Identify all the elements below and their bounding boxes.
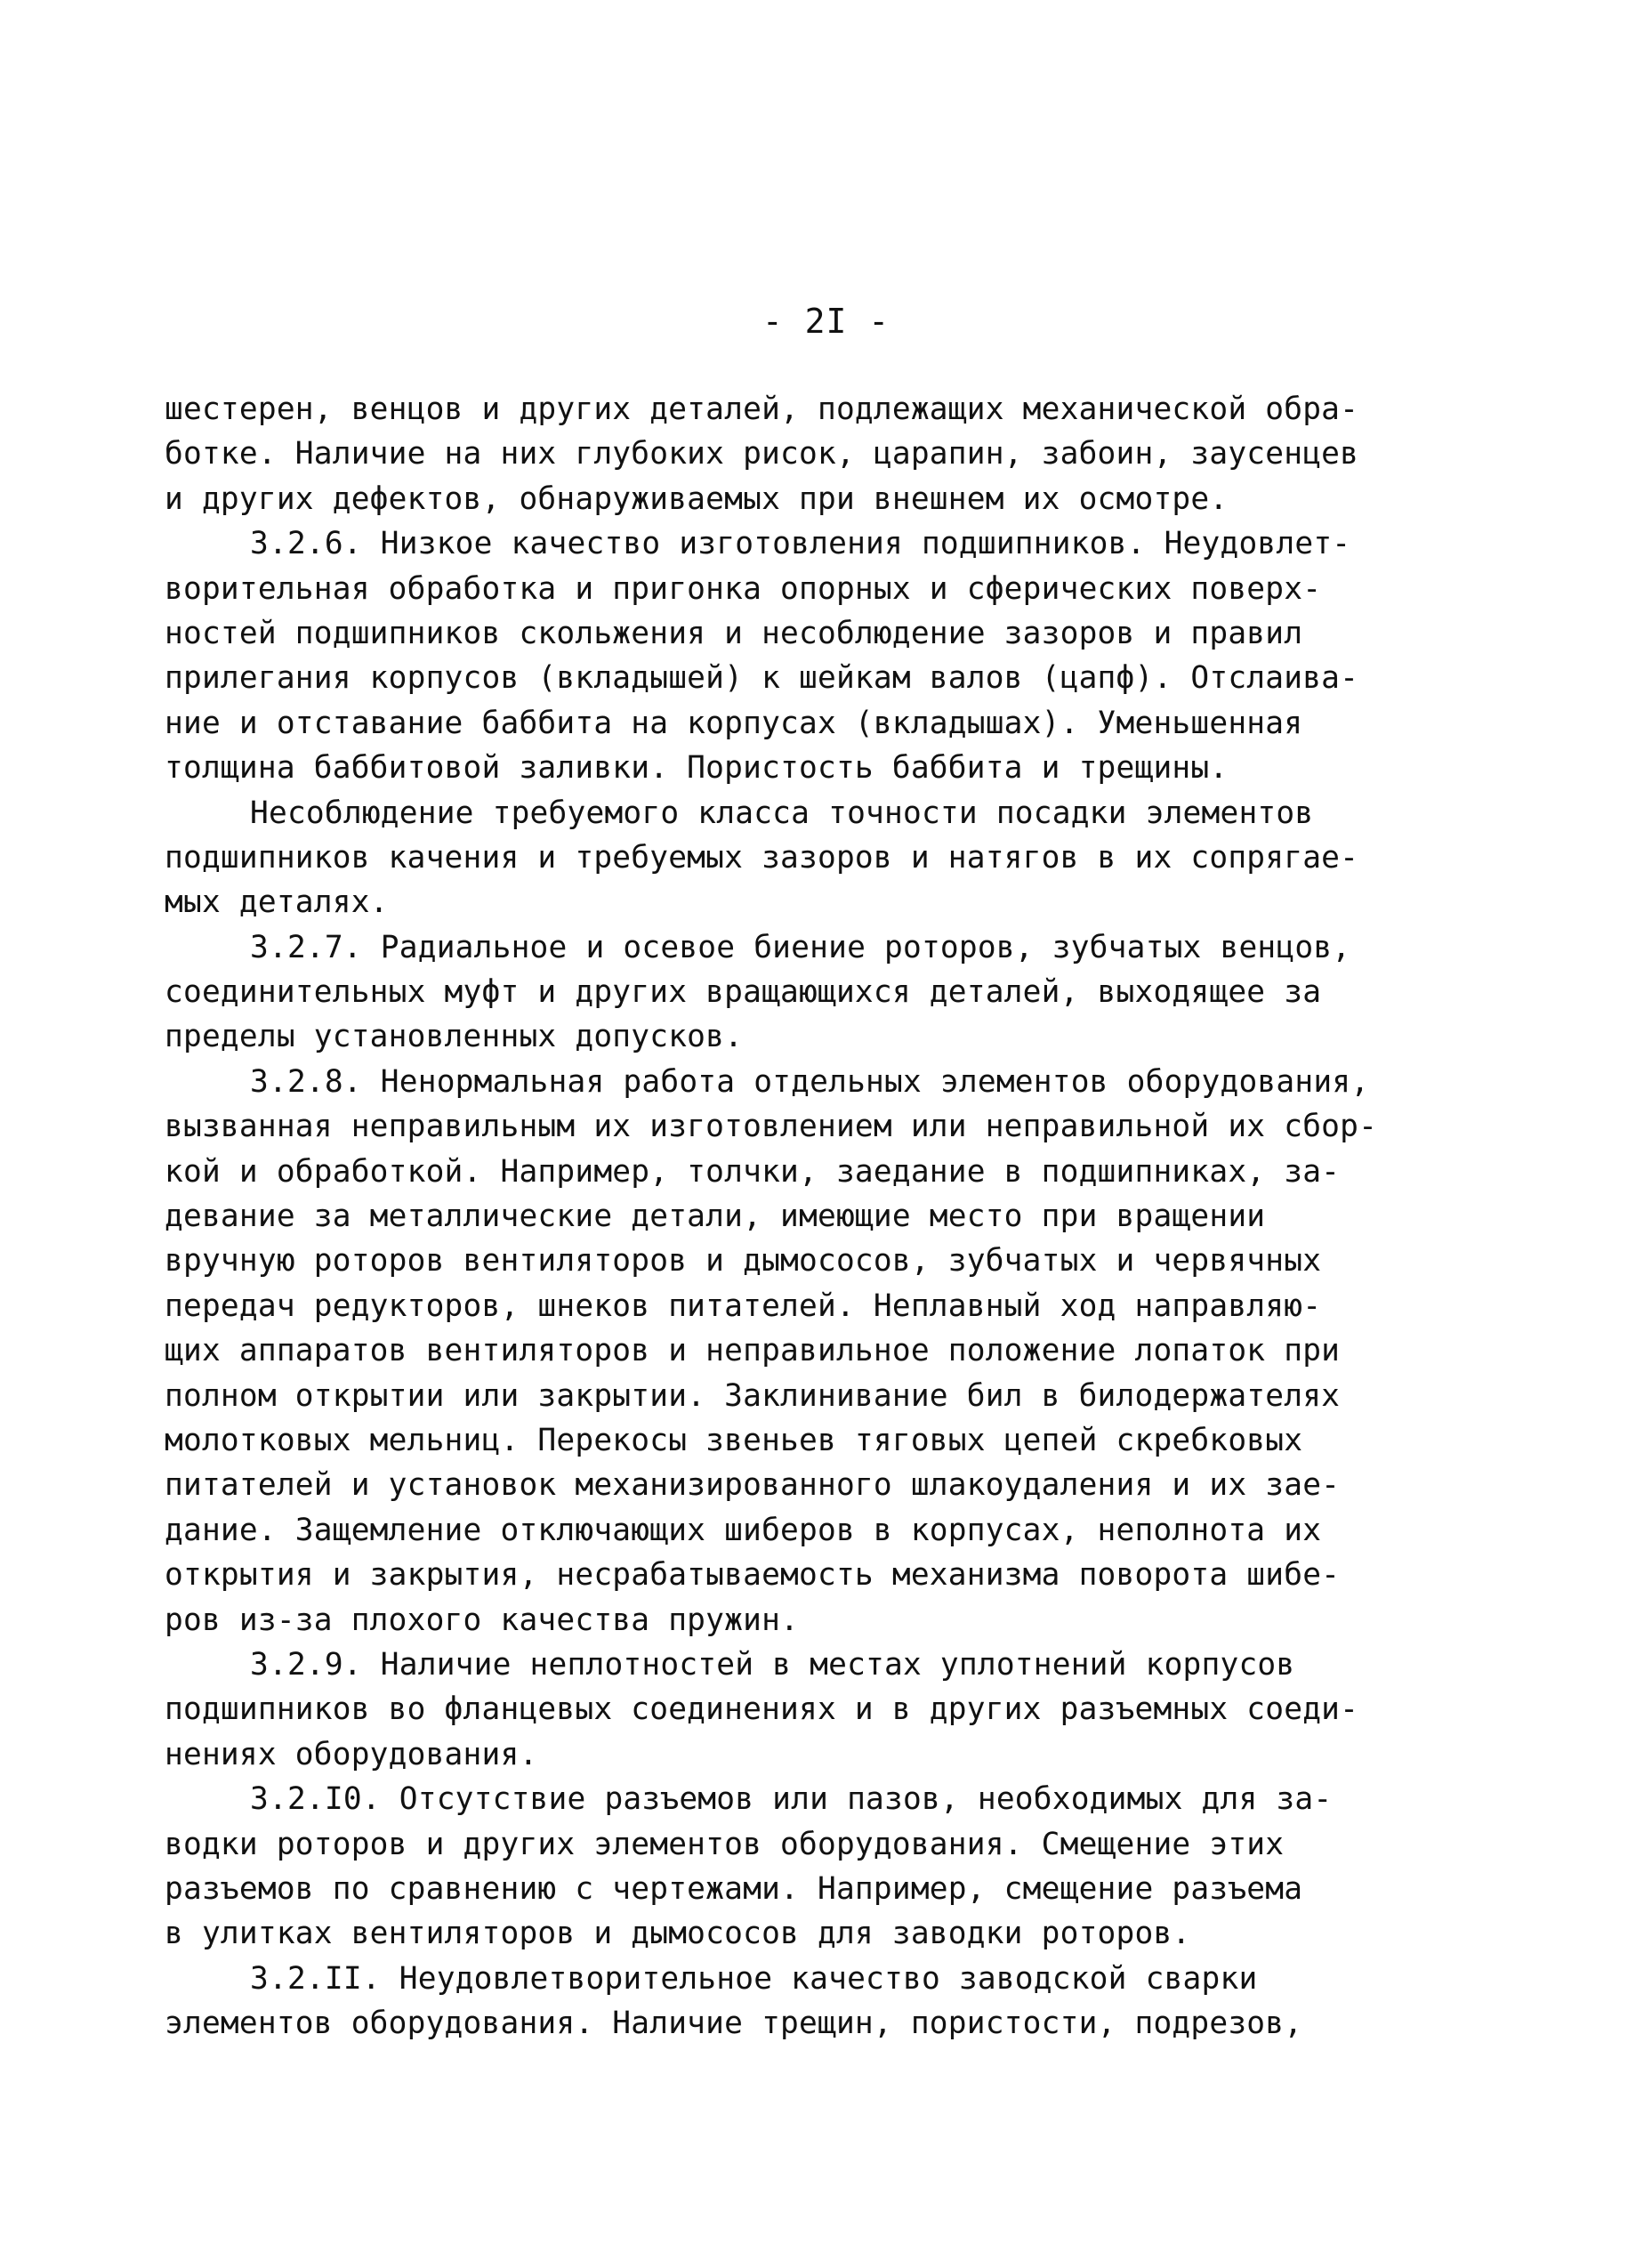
text-line: шестерен, венцов и других деталей, подлежащих механической обра- (165, 391, 1359, 427)
text-line: ботке. Наличие на них глубоких рисок, царапин, забоин, заусенцев (165, 436, 1359, 472)
text-line: подшипников во фланцевых соединениях и в других разъемных соеди- (165, 1691, 1359, 1728)
text-line: водки роторов и других элементов оборудования. Смещение этих (165, 1826, 1285, 1862)
text-line: полном открытии или закрытии. Заклинивание бил в билодержателях (165, 1377, 1341, 1414)
text-line: элементов оборудования. Наличие трещин, пористости, подрезов, (165, 2006, 1303, 2042)
text-line: в улитках вентиляторов и дымососов для заводки роторов. (165, 1916, 1191, 1952)
text-line: щих аппаратов вентиляторов и неправильное положение лопаток при (165, 1333, 1341, 1369)
text-line: передач редукторов, шнеков питателей. Неплавный ход направляю- (165, 1287, 1322, 1324)
text-line: 3.2.II. Неудовлетворительное качество заводской сварки (250, 1960, 1258, 1997)
text-line: нениях оборудования. (165, 1736, 538, 1772)
text-line: дание. Защемление отключающих шиберов в корпусах, неполнота их (165, 1512, 1322, 1548)
text-line: вручную роторов вентиляторов и дымососов, зубчатых и червячных (165, 1243, 1322, 1279)
text-line: питателей и установок механизированного шлакоудаления и их зае- (165, 1467, 1341, 1504)
text-line: девание за металлические детали, имеющие место при вращении (165, 1199, 1266, 1235)
text-line: ностей подшипников скольжения и несоблюдение зазоров и правил (165, 615, 1303, 651)
text-line: соединительных муфт и других вращающихся деталей, выходящее за (165, 974, 1322, 1011)
text-line: ние и отставание баббита на корпусах (вкладышах). Уменьшенная (165, 705, 1303, 741)
text-line: пределы установленных допусков. (165, 1019, 744, 1055)
text-line: молотковых мельниц. Перекосы звеньев тяговых цепей скребковых (165, 1422, 1303, 1458)
text-line: 3.2.7. Радиальное и осевое биение роторов, зубчатых венцов, (250, 929, 1351, 965)
body-text (165, 387, 1552, 2046)
text-line: 3.2.6. Низкое качество изготовления подшипников. Неудовлет- (250, 526, 1351, 562)
text-line: Несоблюдение требуемого класса точности посадки элементов (250, 795, 1314, 831)
text-line: ворительная обработка и пригонка опорных и сферических поверх- (165, 570, 1322, 607)
text-line: мых деталях. (165, 884, 389, 921)
text-line: разъемов по сравнению с чертежами. Например, смещение разъема (165, 1870, 1303, 1907)
text-line: прилегания корпусов (вкладышей) к шейкам валов (цапф). Отслаива- (165, 660, 1359, 697)
page-number: - 2I - (762, 302, 890, 341)
text-line: кой и обработкой. Например, толчки, заедание в подшипниках, за- (165, 1153, 1341, 1190)
text-line: 3.2.I0. Отсутствие разъемов или пазов, необходимых для за- (250, 1781, 1333, 1818)
text-line: 3.2.9. Наличие неплотностей в местах уплотнений корпусов (250, 1646, 1295, 1683)
text-line: вызванная неправильным их изготовлением или неправильной их сбор- (165, 1109, 1378, 1145)
text-line: и других дефектов, обнаруживаемых при внешнем их осмотре. (165, 480, 1229, 517)
text-line: 3.2.8. Ненормальная работа отдельных элементов оборудования, (250, 1063, 1370, 1100)
text-line: подшипников качения и требуемых зазоров и натягов в их сопрягае- (165, 839, 1359, 876)
text-line: ров из-за плохого качества пружин. (165, 1602, 800, 1638)
text-line: толщина баббитовой заливки. Пористость баббита и трещины. (165, 750, 1229, 787)
text-line: открытия и закрытия, несрабатываемость механизма поворота шибе- (165, 1557, 1341, 1594)
